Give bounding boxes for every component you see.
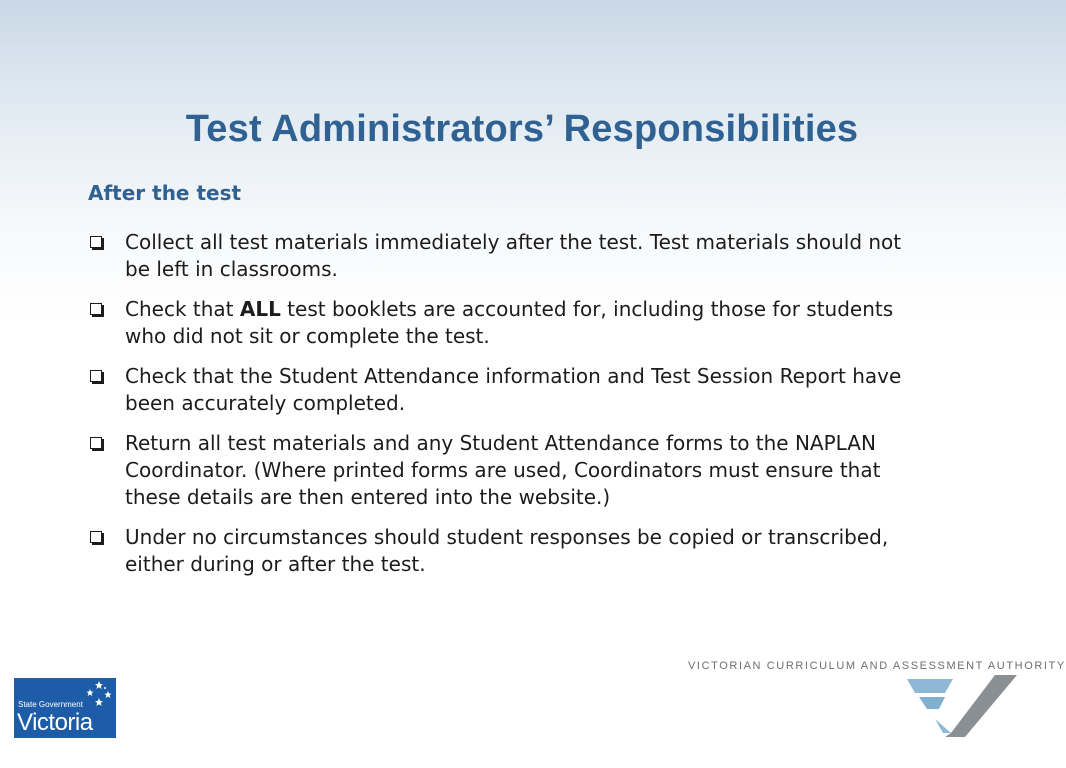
bullet-text-before: Check that [125, 297, 240, 321]
checkbox-bullet-icon [90, 370, 102, 382]
slide-title: Test Administrators’ Responsibilities [185, 108, 859, 150]
list-item [88, 363, 918, 417]
bullet-emphasis: ALL [239, 297, 281, 321]
checkbox-bullet-icon [90, 303, 102, 315]
list-item [88, 229, 918, 283]
vcaa-wordmark: VICTORIAN CURRICULUM AND ASSESSMENT AUTHORITY [688, 660, 1066, 672]
victoria-government-logo [14, 678, 116, 738]
logo-small-text: State Government [18, 700, 83, 709]
bullet-text-after: test booklets are accounted for, including those for students who did not sit or complete the test. [125, 297, 894, 348]
responsibility-list [88, 229, 918, 591]
bullet-text: Check that the Student Attendance information and Test Session Report have been accurately completed. [125, 364, 902, 415]
vcaa-logo-icon [905, 673, 1019, 739]
section-subtitle: After the test [88, 181, 242, 205]
checkbox-bullet-icon [90, 437, 102, 449]
bullet-text: Under no circumstances should student responses be copied or transcribed, either during or after the test. [125, 525, 889, 576]
bullet-text: Collect all test materials immediately after the test. Test materials should not be left in classrooms. [125, 230, 902, 281]
checkbox-bullet-icon [90, 531, 102, 543]
list-item [88, 524, 918, 578]
logo-big-text: Victoria [17, 709, 93, 736]
list-item [88, 296, 918, 350]
bullet-text: Return all test materials and any Student Attendance forms to the NAPLAN Coordinator. (Where printed forms are used, Coordinators must ensure that these details are then entered into the website.) [125, 431, 881, 509]
checkbox-bullet-icon [90, 236, 102, 248]
southern-cross-icon [86, 680, 114, 710]
list-item [88, 430, 918, 511]
